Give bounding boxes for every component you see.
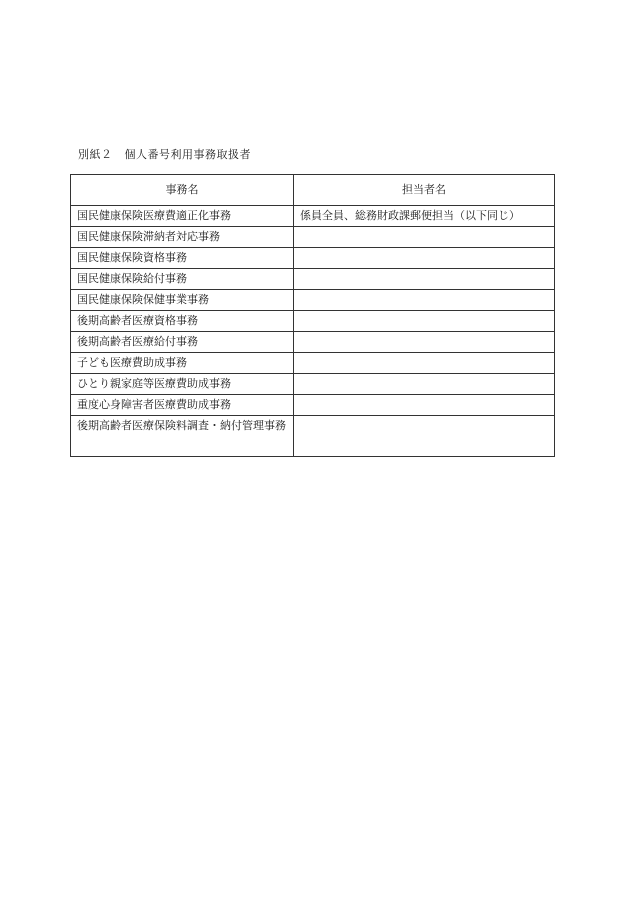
task-name-cell: 国民健康保険給付事務 — [71, 269, 294, 290]
person-cell — [294, 311, 555, 332]
person-cell — [294, 395, 555, 416]
person-cell — [294, 227, 555, 248]
task-name-cell: 後期高齢者医療給付事務 — [71, 332, 294, 353]
table-row — [71, 353, 555, 374]
task-name-cell: 国民健康保険資格事務 — [71, 248, 294, 269]
person-cell — [294, 353, 555, 374]
column-header-person: 担当者名 — [294, 175, 555, 206]
assignment-table — [70, 174, 555, 457]
person-cell — [294, 374, 555, 395]
person-cell — [294, 290, 555, 311]
table-row — [71, 290, 555, 311]
table-header-row — [71, 175, 555, 206]
table-row — [71, 269, 555, 290]
heading-title: 個人番号利用事務取扱者 — [124, 148, 251, 161]
task-name-cell: 後期高齢者医療保険料調査・納付管理事務 — [71, 416, 294, 457]
person-cell — [294, 416, 555, 457]
task-name-cell: 子ども医療費助成事務 — [71, 353, 294, 374]
task-name-cell: 国民健康保険保健事業事務 — [71, 290, 294, 311]
person-cell: 係員全員、総務財政課郵便担当（以下同じ） — [294, 206, 555, 227]
document-heading — [78, 146, 251, 162]
task-name-cell: ひとり親家庭等医療費助成事務 — [71, 374, 294, 395]
table-row — [71, 416, 555, 457]
task-name-cell: 国民健康保険医療費適正化事務 — [71, 206, 294, 227]
table-row — [71, 374, 555, 395]
person-cell — [294, 332, 555, 353]
task-name-cell: 国民健康保険滞納者対応事務 — [71, 227, 294, 248]
table-row — [71, 311, 555, 332]
person-cell — [294, 269, 555, 290]
task-name-cell: 重度心身障害者医療費助成事務 — [71, 395, 294, 416]
attachment-label: 別紙２ — [78, 148, 113, 161]
table-row — [71, 248, 555, 269]
table-row — [71, 227, 555, 248]
table-row — [71, 395, 555, 416]
person-cell — [294, 248, 555, 269]
table-row — [71, 332, 555, 353]
column-header-task: 事務名 — [71, 175, 294, 206]
table-row — [71, 206, 555, 227]
task-name-cell: 後期高齢者医療資格事務 — [71, 311, 294, 332]
